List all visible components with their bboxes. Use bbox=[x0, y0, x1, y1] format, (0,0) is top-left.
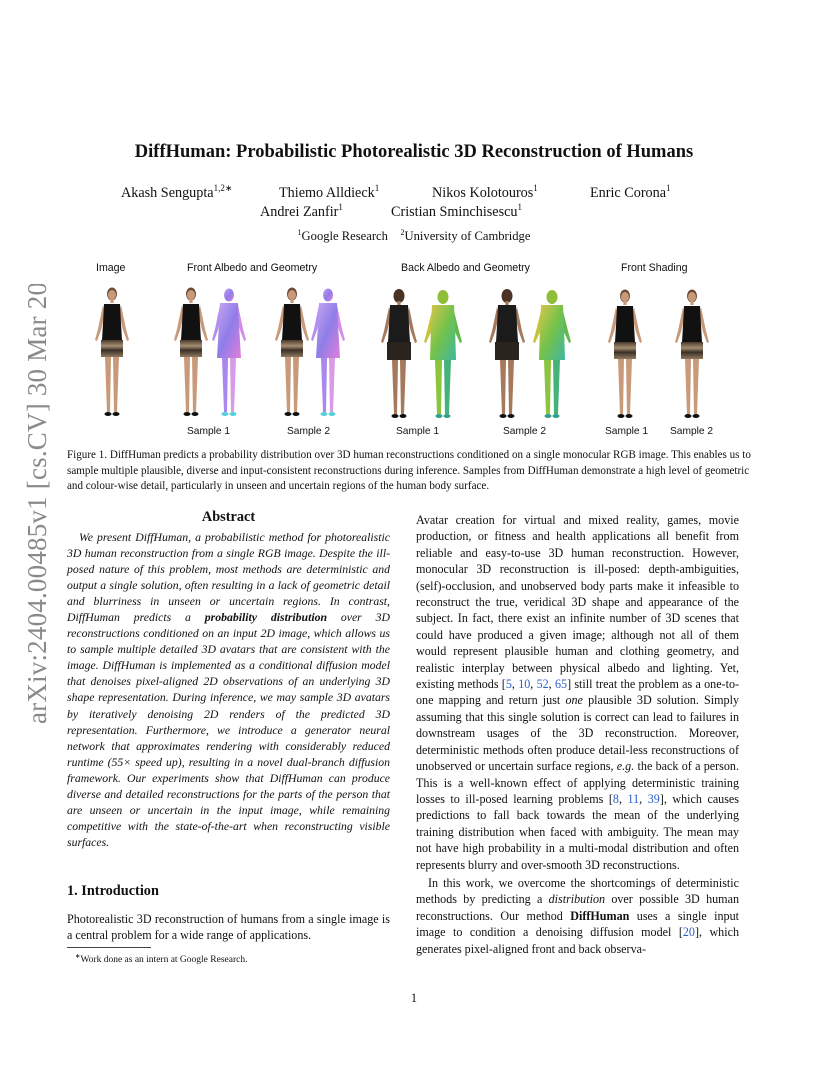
citation-link[interactable]: 11 bbox=[627, 791, 640, 806]
author-6: Cristian Sminchisescu$^1$ bbox=[391, 202, 522, 220]
paragraph-1: Avatar creation for virtual and mixed reality, games, movie production, or fitness and health applications all benefit from reliable and easy-to-use 3D human reconstruction. However, monocular 3D reconstruction is ill-posed: depth-ambiguities, (self)-occlusion, and unobserved body parts make it infeasible to reconstruct the true, veridical 3D shape and appearance of the subject. In fact, there exist an infinite number of 3D scenes that could have produced a given image; although not all of them would represent plausible human and clothing geometry, and realistic interplay between physical albedo and lighting. Yet, existing methods [5, 10, 52, 65] still treat the problem as a one-to-one mapping and return just one plausible 3D solution. Simply assuming that this single solution is correct can lead to failures in downstream usages of the 3D reconstruction. Moreover, deterministic methods often produce detail-less reconstructions of unobserved or uncertain surface regions, e.g. the back of a person. This is a well-known effect of applying deterministic training losses to ill-posed learning problems [8, 11, 39], which causes predictions to fall back towards the mean of the underlying training distribution when faced with ambiguity. The mean may not have high probability in a multi-modal distribution and often represents blurry and over-smooth 3D reconstructions. bbox=[416, 513, 740, 872]
author-1: Akash Sengupta$^{1,2∗}$ bbox=[121, 183, 233, 201]
figure-sample-label-3: Sample 1 bbox=[396, 426, 440, 437]
abstract-heading: Abstract bbox=[201, 509, 256, 525]
citation-link[interactable]: 20 bbox=[682, 925, 695, 940]
figure-header-image: Image bbox=[96, 262, 126, 274]
citation-link[interactable]: 10 bbox=[518, 677, 531, 692]
paper-title: DiffHuman: Probabilistic Photorealistic 3D Reconstruction of Humans bbox=[134, 142, 694, 162]
citation-link[interactable]: 52 bbox=[536, 677, 549, 692]
author-2: Thiemo Alldieck$^1$ bbox=[279, 183, 380, 201]
right-column-text bbox=[416, 512, 739, 957]
author-3: Nikos Kolotouros$^1$ bbox=[432, 183, 538, 201]
footnote-rule bbox=[67, 947, 151, 948]
citation-link[interactable]: 5 bbox=[505, 677, 512, 692]
affiliation-1: $^1$Google Research bbox=[297, 228, 388, 243]
figure-sample-label-4: Sample 2 bbox=[503, 426, 547, 437]
figure-caption: Figure 1. DiffHuman predicts a probability distribution over 3D human reconstructions conditioned on a single monocular RGB image. This enables us to sample multiple plausible, diverse and input-consistent reconstructions during inference. Samples from DiffHuman demonstrate a high level of geometric and colour-wise detail, particularly in unseen and uncertain regions of the human body surface. bbox=[67, 449, 751, 493]
author-4: Enric Corona$^1$ bbox=[590, 183, 671, 201]
figure-sample-label-1: Sample 1 bbox=[187, 426, 231, 437]
affiliations bbox=[0, 228, 828, 244]
intro-paragraph: Photorealistic 3D reconstruction of humans from a single image is a central problem for a wide range of applications. bbox=[67, 912, 390, 943]
figure-1-illustration bbox=[80, 280, 760, 422]
paragraph-2: In this work, we overcome the shortcomings of deterministic methods by predicting a distribution over possible 3D human reconstructions. Our method DiffHuman uses a single input image to condition a denoising diffusion model [20], which generates pixel-aligned front and back observa- bbox=[416, 875, 740, 956]
section-heading-introduction: 1. Introduction bbox=[67, 883, 159, 899]
arxiv-stamp bbox=[22, 284, 52, 724]
figure-sample-label-2: Sample 2 bbox=[287, 426, 331, 437]
affiliation-2: $^2$University of Cambridge bbox=[400, 228, 531, 243]
figure-sample-label-5: Sample 1 bbox=[605, 426, 649, 437]
citation-link[interactable]: 65 bbox=[554, 677, 568, 692]
figure-header-front-shading: Front Shading bbox=[621, 262, 688, 274]
author-5: Andrei Zanfir$^1$ bbox=[260, 202, 343, 220]
citation-link[interactable]: 8 bbox=[612, 791, 619, 806]
abstract-text: We present DiffHuman, a probabilistic method for photorealistic 3D human reconstruction from a single RGB image. Despite the ill-posed nature of this problem, most methods are deterministic and output a single solution, often resulting in a lack of geometric detail and blurriness in unseen or uncertain regions. In contrast, DiffHuman predicts a probability distribution over 3D reconstructions conditioned on an input 2D image, which allows us to sample multiple detailed 3D avatars that are consistent with the image. DiffHuman is implemented as a conditional diffusion model that denoises pixel-aligned 2D observations of an underlying 3D shape representation. During inference, we may sample 3D avatars by iteratively denoising 2D renders of the predicted 3D representation. Furthermore, we introduce a generator neural network that approximates rendering with considerably reduced runtime (55× speed up), resulting in a novel dual-branch diffusion framework. Our experiments show that DiffHuman can produce diverse and detailed reconstructions for the parts of the person that are unseen or uncertain in the input image, while remaining competitive with the state-of-the-art when reconstructing visible surfaces. bbox=[67, 531, 390, 849]
arxiv-stamp-text: arXiv:2404.00485v1 [cs.CV] 30 Mar 2024 bbox=[22, 284, 52, 724]
citation-link[interactable]: 39 bbox=[647, 791, 660, 806]
abstract-bold-phrase: probability distribution bbox=[204, 611, 328, 625]
figure-sample-label-6: Sample 2 bbox=[670, 426, 714, 437]
figure-header-back-albedo: Back Albedo and Geometry bbox=[401, 262, 530, 274]
footnote: ∗Work done as an intern at Google Research. bbox=[75, 953, 248, 965]
figure-header-front-albedo: Front Albedo and Geometry bbox=[187, 262, 318, 274]
page-number: 1 bbox=[410, 991, 418, 1005]
